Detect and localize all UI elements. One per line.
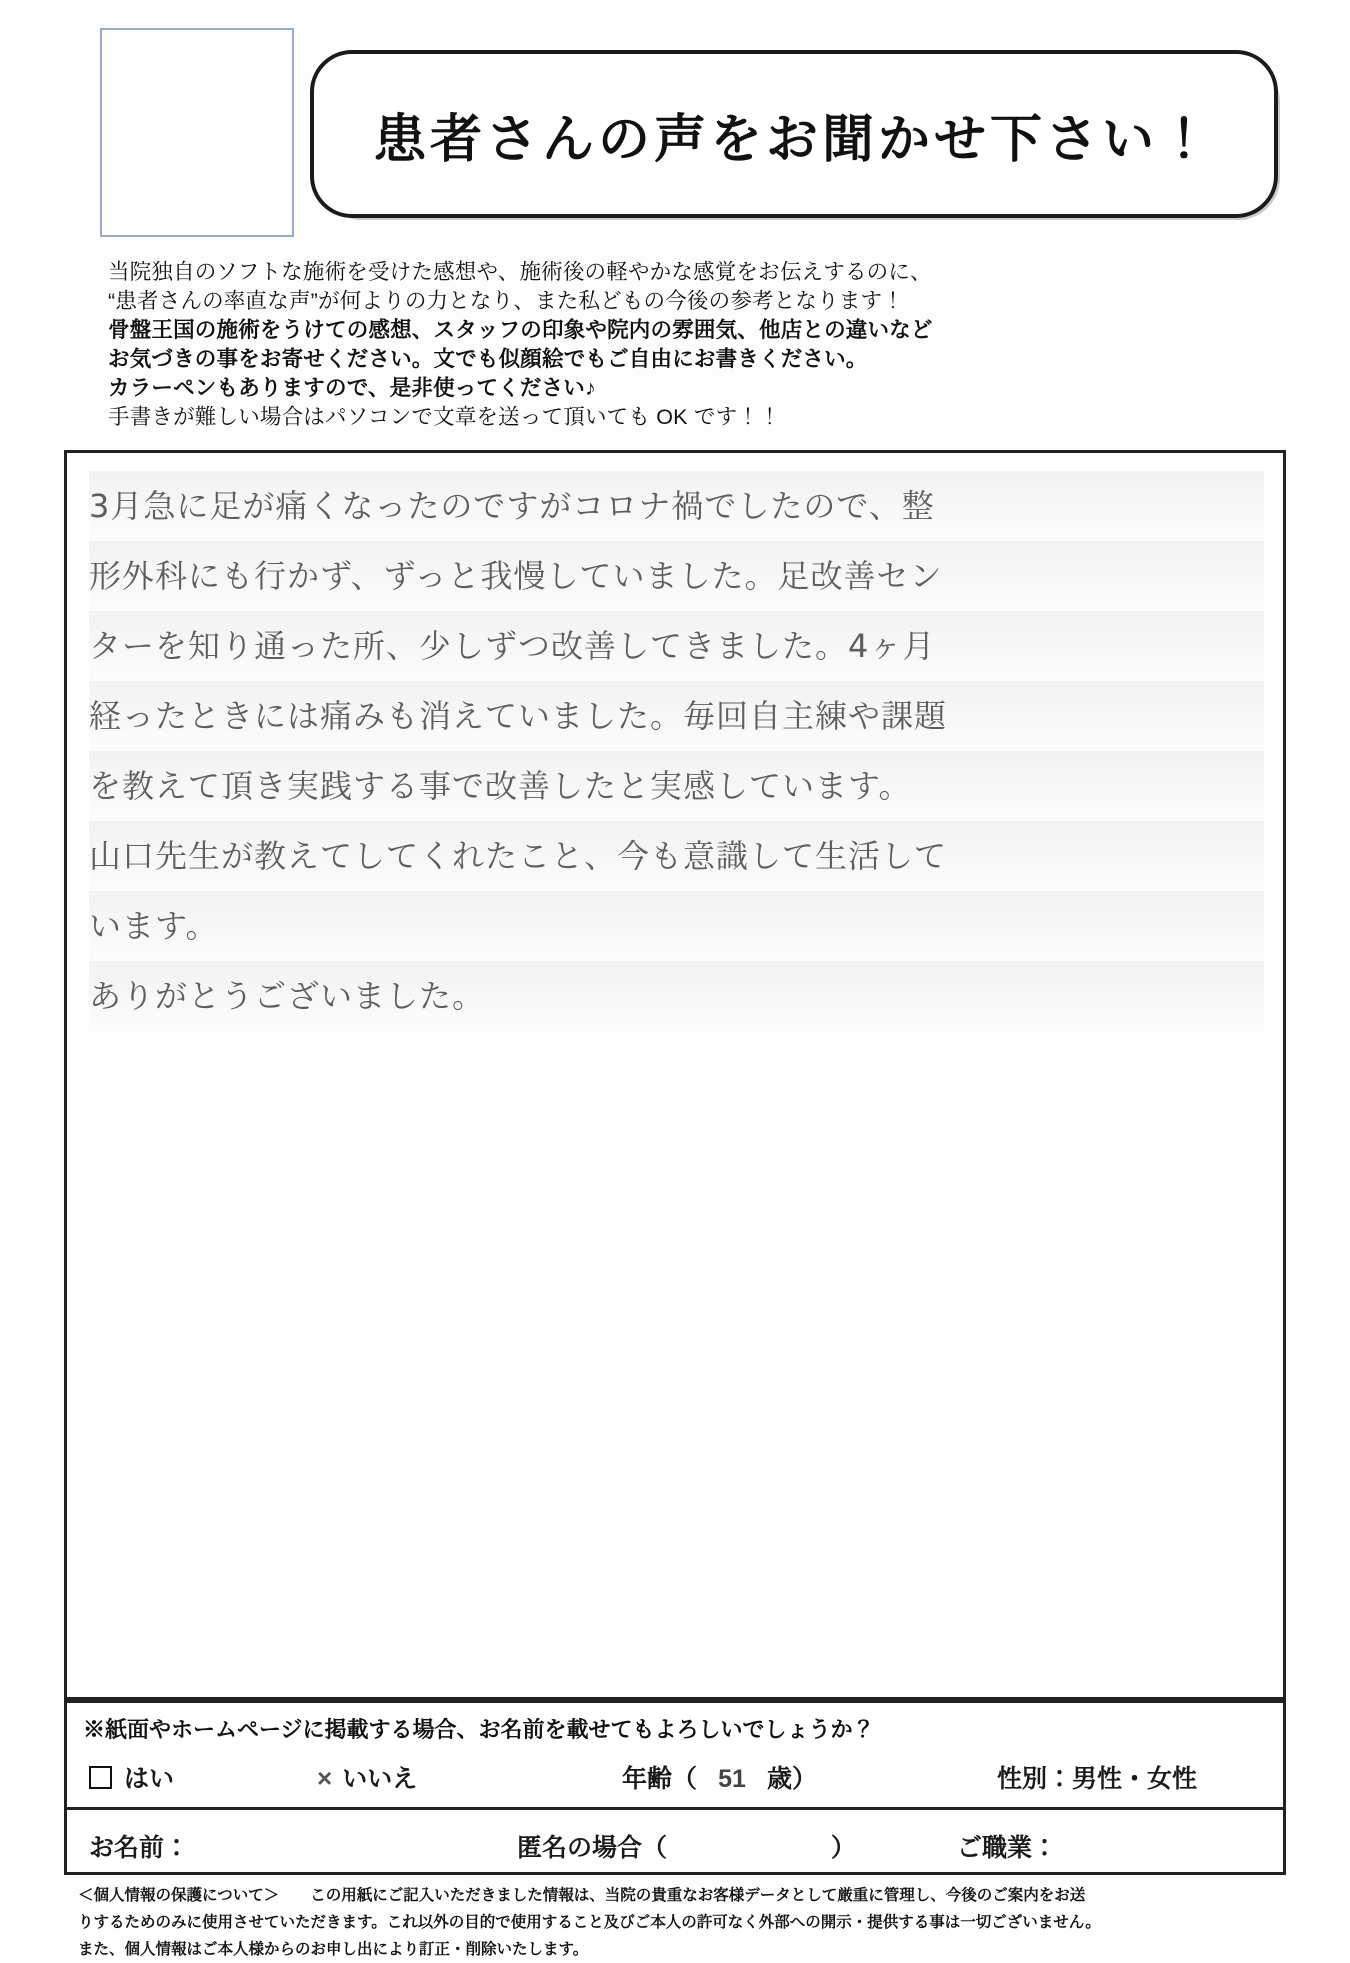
form-row-name bbox=[64, 1807, 1286, 1875]
header bbox=[0, 0, 1350, 250]
consent-no-label: いいえ bbox=[342, 1765, 418, 1793]
page-title: 患者さんの声をお聞かせ下さい！ bbox=[373, 109, 1214, 170]
comment-box[interactable] bbox=[64, 450, 1286, 1700]
gender-label: 性別：男性・女性 bbox=[997, 1765, 1198, 1793]
age-field[interactable] bbox=[622, 1759, 817, 1795]
form-row-consent bbox=[64, 1700, 1286, 1810]
privacy-line-1: ＜個人情報の保護について＞ この用紙にご記入いただきました情報は、当院の貴重なお客様データとして厳重に管理し、今後のご案内をお送 bbox=[78, 1887, 1086, 1904]
age-value: 51 bbox=[718, 1765, 746, 1793]
consent-yes-option[interactable] bbox=[89, 1759, 174, 1795]
privacy-line-3: また、個人情報はご本人様からのお申し出により訂正・削除いたします。 bbox=[78, 1941, 589, 1958]
intro-line-4: お気づきの事をお寄せください。文でも似顔絵でもご自由にお書きください。 bbox=[108, 347, 868, 371]
intro-line-2: “患者さんの率直な声”が何よりの力となり、また私どもの今後の参考となります！ bbox=[108, 289, 904, 313]
gender-field[interactable] bbox=[997, 1759, 1197, 1795]
age-suffix-label: 歳） bbox=[767, 1765, 818, 1793]
intro-line-5: カラーペンもありますので、是非使ってください♪ bbox=[108, 376, 596, 400]
privacy-notice bbox=[78, 1882, 1288, 1963]
job-label: ご職業： bbox=[957, 1834, 1058, 1862]
anonymous-field[interactable] bbox=[517, 1828, 856, 1864]
checkbox-icon[interactable] bbox=[89, 1766, 112, 1789]
privacy-line-2: りするためのみに使用させていただきます。これ以外の目的で使用すること及びご本人の許可なく外部への開示・提供する事は一切ございません。 bbox=[78, 1914, 1101, 1931]
photo-placeholder-box bbox=[100, 28, 294, 237]
intro-text bbox=[108, 258, 1288, 432]
age-prefix-label: 年齢（ bbox=[622, 1765, 698, 1793]
handwritten-line: ありがとうございました。 bbox=[89, 961, 1264, 1031]
handwritten-line: 形外科にも行かず、ずっと我慢していました。足改善セン bbox=[89, 541, 1264, 611]
intro-line-1: 当院独自のソフトな施術を受けた感想や、施術後の軽やかな感覚をお伝えするのに、 bbox=[108, 260, 932, 284]
consent-no-option[interactable] bbox=[317, 1759, 417, 1795]
job-field[interactable] bbox=[957, 1828, 1057, 1864]
anonymous-label: 匿名の場合（ bbox=[517, 1834, 668, 1862]
form-section bbox=[64, 1700, 1286, 1872]
consent-yes-label: はい bbox=[124, 1765, 175, 1793]
x-mark-icon: × bbox=[317, 1763, 333, 1793]
anonymous-close-paren: ） bbox=[830, 1834, 856, 1862]
handwritten-line: 山口先生が教えてしてくれたこと、今も意識して生活して bbox=[89, 821, 1264, 891]
publish-consent-question: ※紙面やホームページに掲載する場合、お名前を載せてもよろしいでしょうか？ bbox=[83, 1717, 875, 1742]
handwritten-line: ターを知り通った所、少しずつ改善してきました。4ヶ月 bbox=[89, 611, 1264, 681]
handwritten-comment bbox=[89, 471, 1264, 1031]
handwritten-line: 3月急に足が痛くなったのですがコロナ禍でしたので、整 bbox=[89, 471, 1264, 541]
name-label: お名前： bbox=[89, 1834, 190, 1862]
handwritten-line: を教えて頂き実践する事で改善したと実感しています。 bbox=[89, 751, 1264, 821]
intro-line-6: 手書きが難しい場合はパソコンで文章を送って頂いても OK です！！ bbox=[108, 405, 781, 429]
handwritten-line: います。 bbox=[89, 891, 1264, 961]
intro-line-3: 骨盤王国の施術をうけての感想、スタッフの印象や院内の雰囲気、他店との違いなど bbox=[108, 318, 933, 342]
title-banner bbox=[310, 50, 1278, 218]
name-field[interactable] bbox=[89, 1828, 189, 1864]
handwritten-line: 経ったときには痛みも消えていました。毎回自主練や課題 bbox=[89, 681, 1264, 751]
